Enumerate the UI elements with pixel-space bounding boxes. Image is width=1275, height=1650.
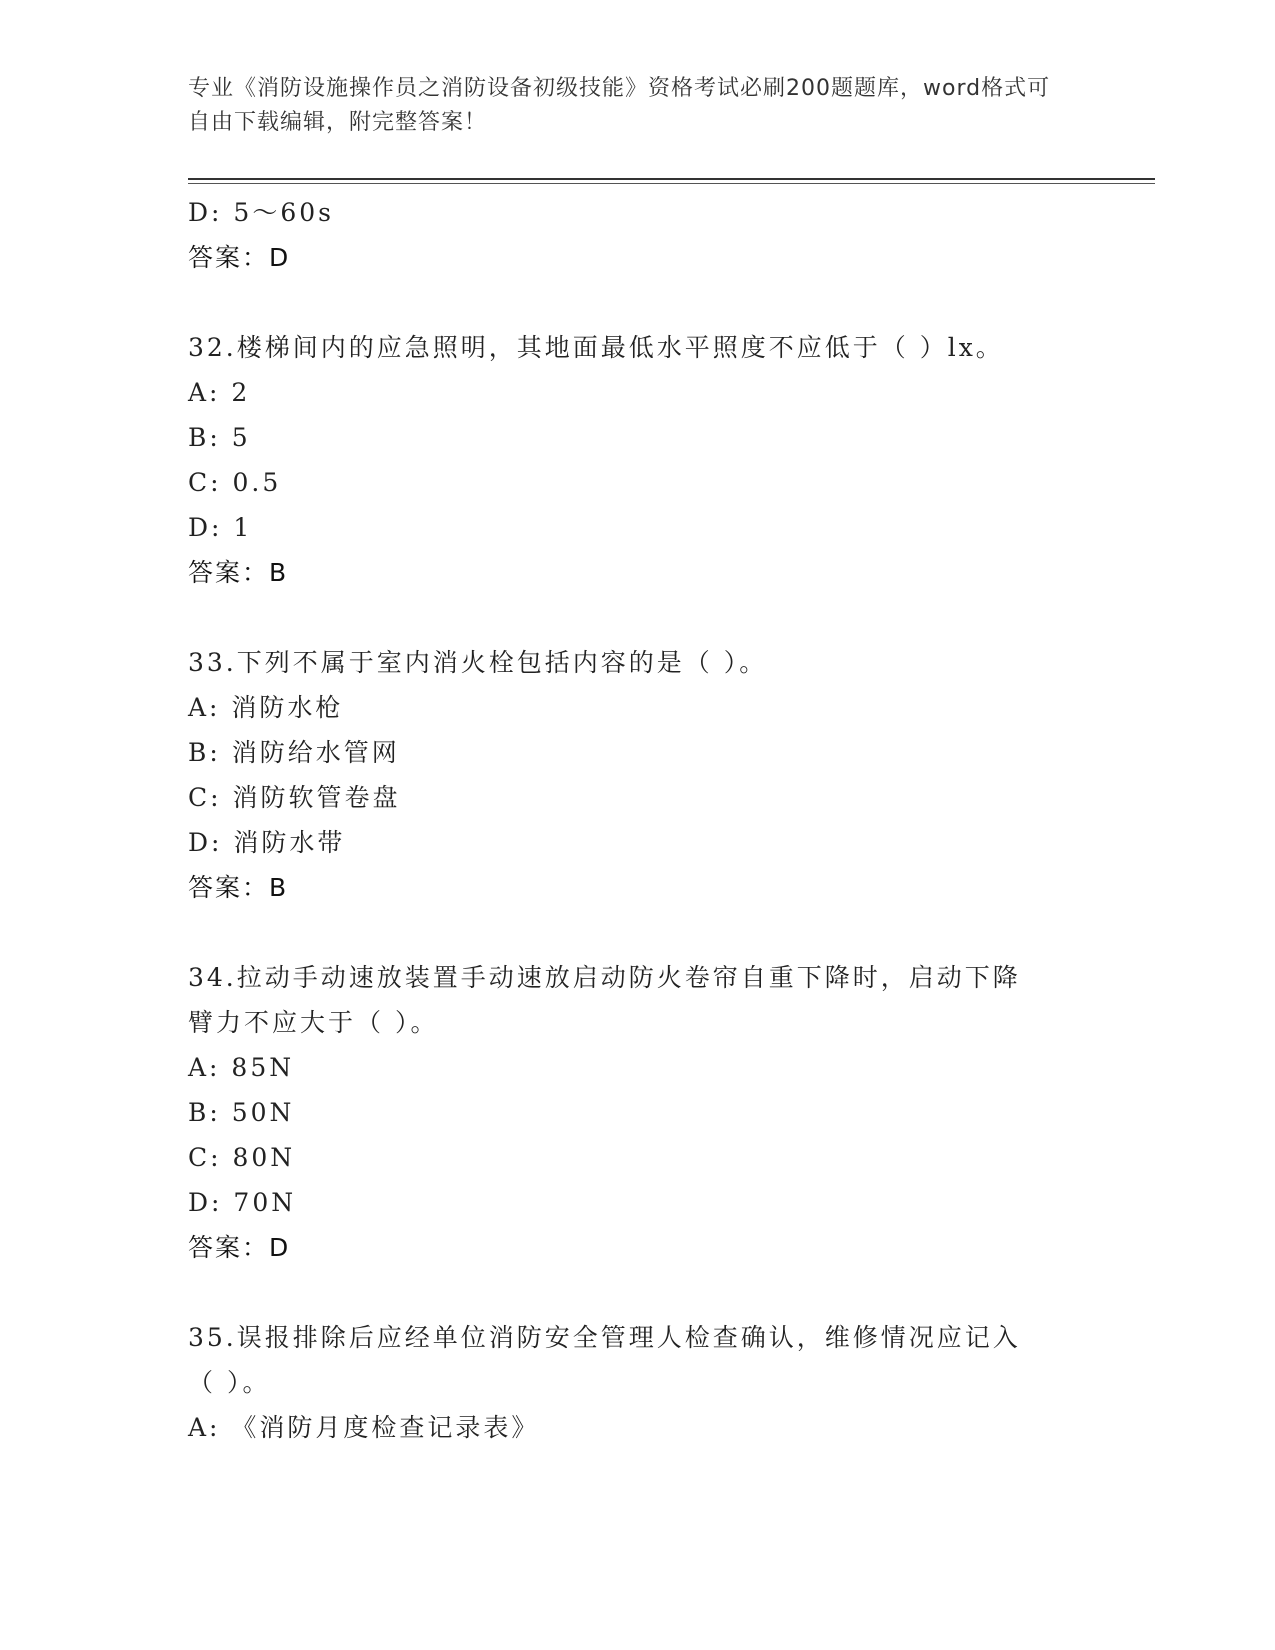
option-c: C: 80N [188,1143,296,1172]
question-title: 32.楼梯间内的应急照明，其地面最低水平照度不应低于（ ）lx。 [188,333,1004,362]
document-header: 专业《消防设施操作员之消防设备初级技能》资格考试必刷200题题库，word格式可自由下载编辑，附完整答案！ [188,76,1051,135]
option-c: C: 消防软管卷盘 [188,783,401,812]
option-a: A: 消防水枪 [188,693,344,722]
question-title: 34.拉动手动速放装置手动速放启动防火卷帘自重下降时，启动下降臂力不应大于（ ）。 [188,963,1021,1037]
option-a: A: 85N [188,1053,295,1082]
question-32 [188,325,1088,595]
option-b: B: 5 [188,423,251,452]
question-title: 33.下列不属于室内消火栓包括内容的是（ ）。 [188,648,768,677]
option-d: D: 70N [188,1188,297,1217]
question-list [188,190,1088,1450]
option-d: D: 消防水带 [188,828,346,857]
question-title: 35.误报排除后应经单位消防安全管理人检查确认，维修情况应记入（ ）。 [188,1323,1021,1397]
option-d: D: 5～60s [188,198,334,227]
option-b: B: 50N [188,1098,295,1127]
question-34 [188,955,1088,1270]
header-divider-thin [188,183,1155,184]
option-b: B: 消防给水管网 [188,738,400,767]
answer-line: 答案：D [188,243,291,272]
option-d: D: 1 [188,513,253,542]
option-c: C: 0.5 [188,468,282,497]
question-33 [188,640,1088,910]
answer-line: 答案：B [188,873,289,902]
option-a: A: 《消防月度检查记录表》 [188,1413,540,1442]
question-35 [188,1315,1088,1450]
option-a: A: 2 [188,378,251,407]
header-divider [188,178,1155,180]
answer-line: 答案：D [188,1233,291,1262]
answer-line: 答案：B [188,558,289,587]
